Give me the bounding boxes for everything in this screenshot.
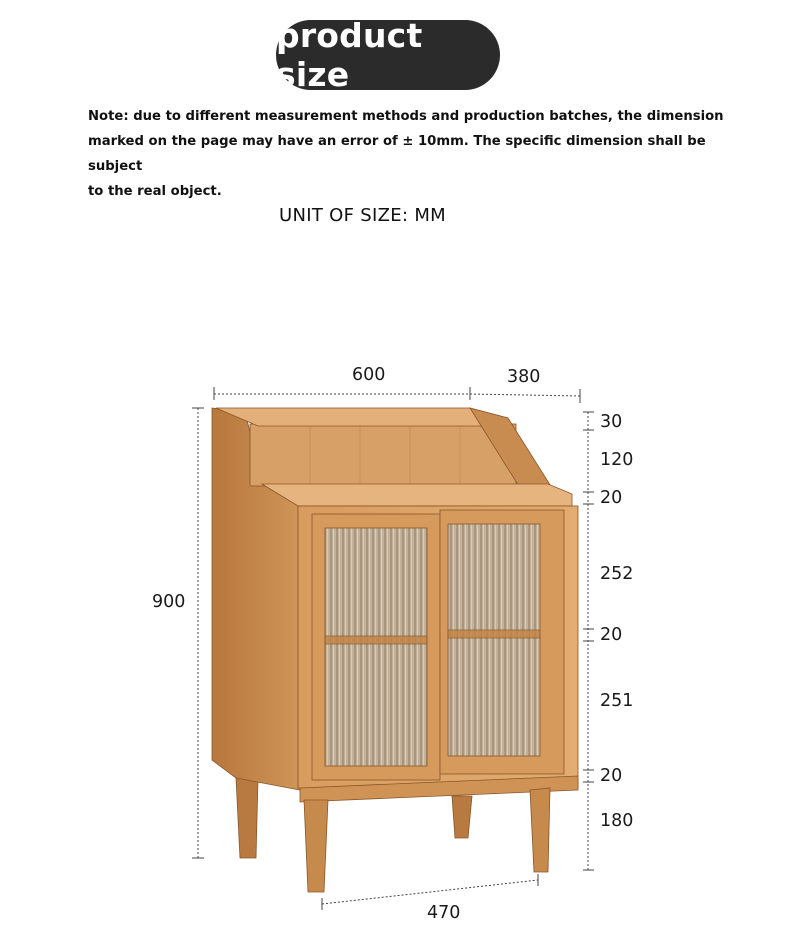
dim-height: 900 <box>152 592 186 612</box>
leg-front-left <box>304 800 328 892</box>
top-shelf <box>216 408 508 426</box>
dim-stack-legs: 180 <box>600 811 634 831</box>
glass-left <box>325 528 427 766</box>
note-line: to the real object. <box>88 184 222 199</box>
dim-stack-top-shelf: 30 <box>600 412 623 432</box>
back-panel <box>250 424 516 486</box>
dim-stack-lower-compartment: 251 <box>600 691 634 711</box>
dim-base-width: 470 <box>427 903 461 923</box>
leg-back-left <box>236 778 258 858</box>
dim-depth: 380 <box>507 367 541 387</box>
note-line: Note: due to different measurement methods and production batches, the dimension <box>88 109 724 124</box>
dim-stack-middle-shelf: 20 <box>600 625 623 645</box>
dim-stack-upper-open: 120 <box>600 450 634 470</box>
inner-shelf-left <box>325 636 427 644</box>
note-line: marked on the page may have an error of ± 10mm. The specific dimension shall be subject <box>88 134 706 174</box>
counter-top <box>262 484 572 506</box>
section-title: product size <box>276 16 423 94</box>
inner-shelf-right <box>448 630 540 638</box>
dim-stack-upper-compartment: 252 <box>600 564 634 584</box>
dim-stack-counter: 20 <box>600 488 623 508</box>
glass-right <box>448 524 540 756</box>
unit-label: UNIT OF SIZE: MM <box>279 205 446 226</box>
leg-back-right <box>452 796 472 838</box>
depth-line <box>470 394 580 396</box>
dim-stack-bottom-board: 20 <box>600 766 623 786</box>
leg-front-right <box>530 788 550 872</box>
dim-width: 600 <box>352 365 386 385</box>
base-width-line <box>322 880 538 904</box>
cabinet <box>212 408 578 892</box>
